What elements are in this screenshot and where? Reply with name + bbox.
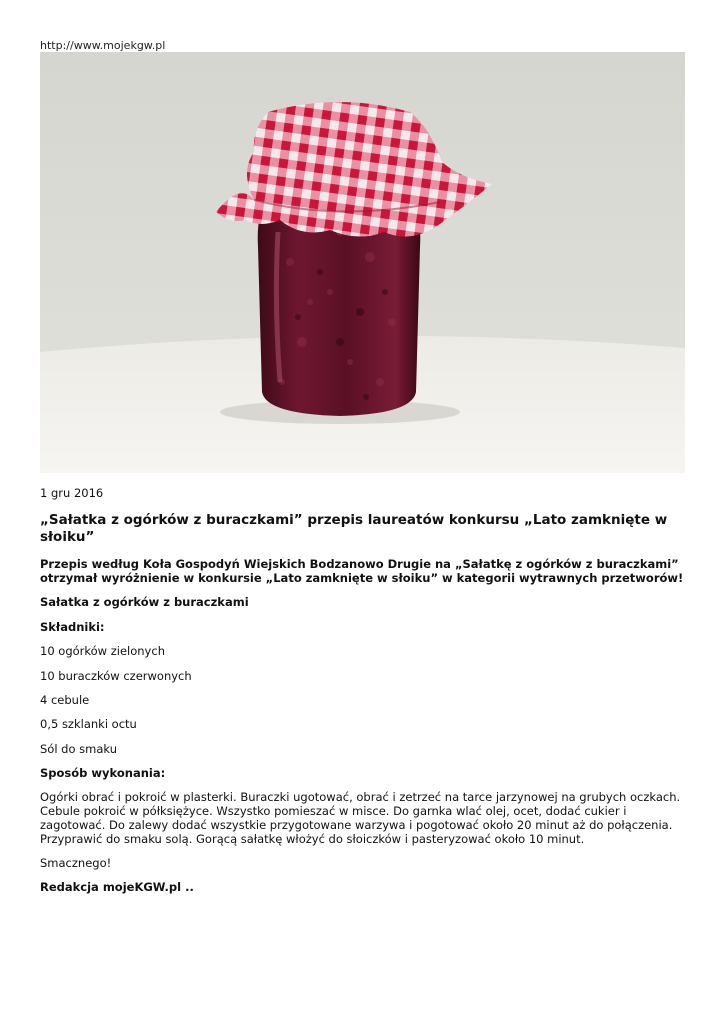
method-heading: Sposób wykonania: [40,766,166,780]
publish-date: 1 gru 2016 [40,486,104,500]
method-text: Ogórki obrać i pokroić w plasterki. Buraczki ugotować, obrać i zetrzeć na tarce jarzynowej na grubych oczkach. Cebule pokroić w półksiężyce. Wszystko pomieszać w misce. Do garnka wlać olej, ocet, dodać cukier i zagotować. Do zalewy dodać wszystkie przygotowane warzywa i pogotować około 20 minut aż do połączenia. Przyprawić do smaku solą. Gorącą sałatkę włożyć do słoiczków i pasteryzować około 10 minut. [40,790,681,846]
ingredient-item: 10 ogórków zielonych [40,644,165,658]
ingredients-heading: Składniki: [40,620,105,634]
article-title: „Sałatka z ogórków z buraczkami” przepis laureatów konkursu „Lato zamknięte w słoiku” [40,512,668,545]
recipe-name: Sałatka z ogórków z buraczkami [40,595,249,609]
closing-text: Smacznego! [40,856,112,870]
ingredient-item: 10 buraczków czerwonych [40,669,192,683]
jar-photo-illustration [40,52,685,473]
signature: Redakcja mojeKGW.pl .. [40,880,194,894]
ingredient-item: 4 cebule [40,693,90,707]
source-url[interactable]: http://www.mojekgw.pl [40,39,166,52]
article-intro: Przepis według Koła Gospodyń Wiejskich Bodzanowo Drugie na „Sałatkę z ogórków z buraczkami” otrzymał wyróżnienie w konkursie „Lato zamknięte w słoiku” w kategorii wytrawnych przetworów! [40,557,684,585]
jar-photo [40,52,685,473]
ingredient-item: 0,5 szklanki octu [40,717,137,731]
ingredient-item: Sól do smaku [40,742,118,756]
